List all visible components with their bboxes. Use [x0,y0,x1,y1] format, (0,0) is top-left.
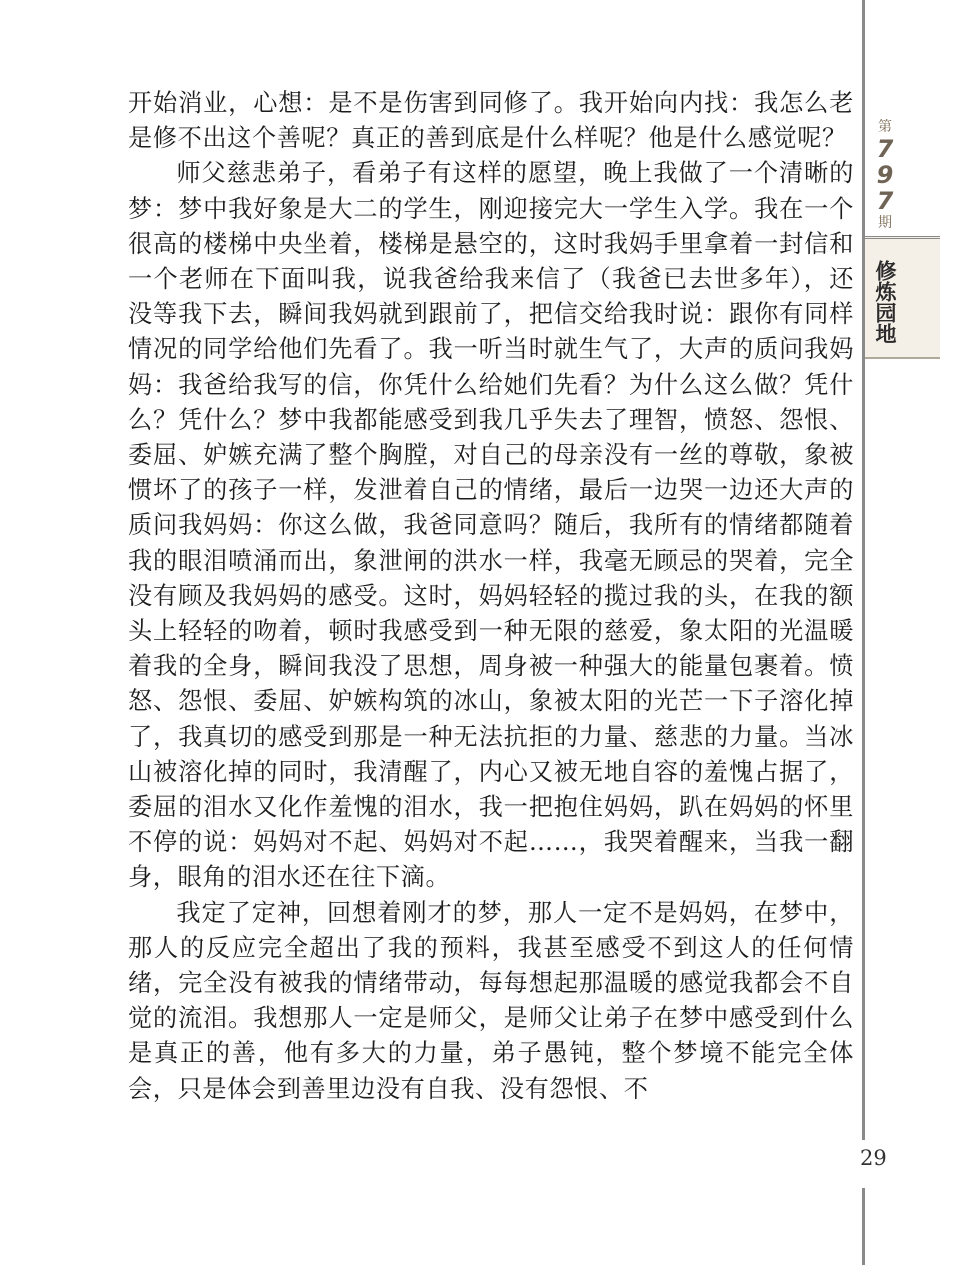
paragraph-1: 开始消业，心想：是不是伤害到同修了。我开始向内找：我怎么老是修不出这个善呢？真正的善到底是什么样呢？他是什么感觉呢？ [128,89,854,153]
section-title: 修炼园地 [873,260,897,344]
page-number: 29 [860,1146,887,1170]
article-body [128,86,854,1107]
paragraph-2: 师父慈悲弟子，看弟子有这样的愿望，晚上我做了一个清晰的梦：梦中我好象是大二的学生，刚迎接完大一学生入学。我在一个很高的楼梯中央坐着，楼梯是悬空的，这时我妈手里拿着一封信和一个老师在下面叫我，说我爸给我来信了（我爸已去世多年），还没等我下去，瞬间我妈就到跟前了，把信交给我时说：跟你有同样情况的同学给他们先看了。我一听当时就生气了，大声的质问我妈妈：我爸给我写的信，你凭什么给她们先看？为什么这么做？凭什么？凭什么？梦中我都能感受到我几乎失去了理智，愤怒、怨恨、委屈、妒嫉充满了整个胸膛，对自己的母亲没有一丝的尊敬，象被惯坏了的孩子一样，发泄着自己的情绪，最后一边哭一边还大声的质问我妈妈：你这么做，我爸同意吗？随后，我所有的情绪都随着我的眼泪喷涌而出，象泄闸的洪水一样，我毫无顾忌的哭着，完全没有顾及我妈妈的感受。这时，妈妈轻轻的揽过我的头，在我的额头上轻轻的吻着，顿时我感受到一种无限的慈爱，象太阳的光温暖着我的全身，瞬间我没了思想，周身被一种强大的能量包裹着。愤怒、怨恨、委屈、妒嫉构筑的冰山，象被太阳的光芒一下子溶化掉了，我真切的感受到那是一种无法抗拒的力量、慈悲的力量。当冰山被溶化掉的同时，我清醒了，内心又被无地自容的羞愧占据了，委屈的泪水又化作羞愧的泪水，我一把抱住妈妈，趴在妈妈的怀里不停的说：妈妈对不起、妈妈对不起……，我哭着醒来，当我一翻身，眼角的泪水还在往下滴。 [128,159,854,892]
issue-digit-1: 7 [876,135,894,163]
issue-digit-2: 9 [876,161,894,189]
issue-digit-3: 7 [876,187,894,215]
right-margin-rule-lower [862,1188,865,1265]
issue-number-block [865,118,905,232]
issue-suffix: 期 [878,215,892,231]
issue-prefix: 第 [878,119,892,135]
paragraph-3: 我定了定神，回想着刚才的梦，那人一定不是妈妈，在梦中，那人的反应完全超出了我的预料，我甚至感受不到这人的任何情绪，完全没有被我的情绪带动，每每想起那温暖的感觉我都会不自觉的流泪。我想那人一定是师父，是师父让弟子在梦中感受到什么是真正的善，他有多大的力量，弟子愚钝，整个梦境不能完全体会，只是体会到善里边没有自我、没有怨恨、不 [128,898,854,1103]
